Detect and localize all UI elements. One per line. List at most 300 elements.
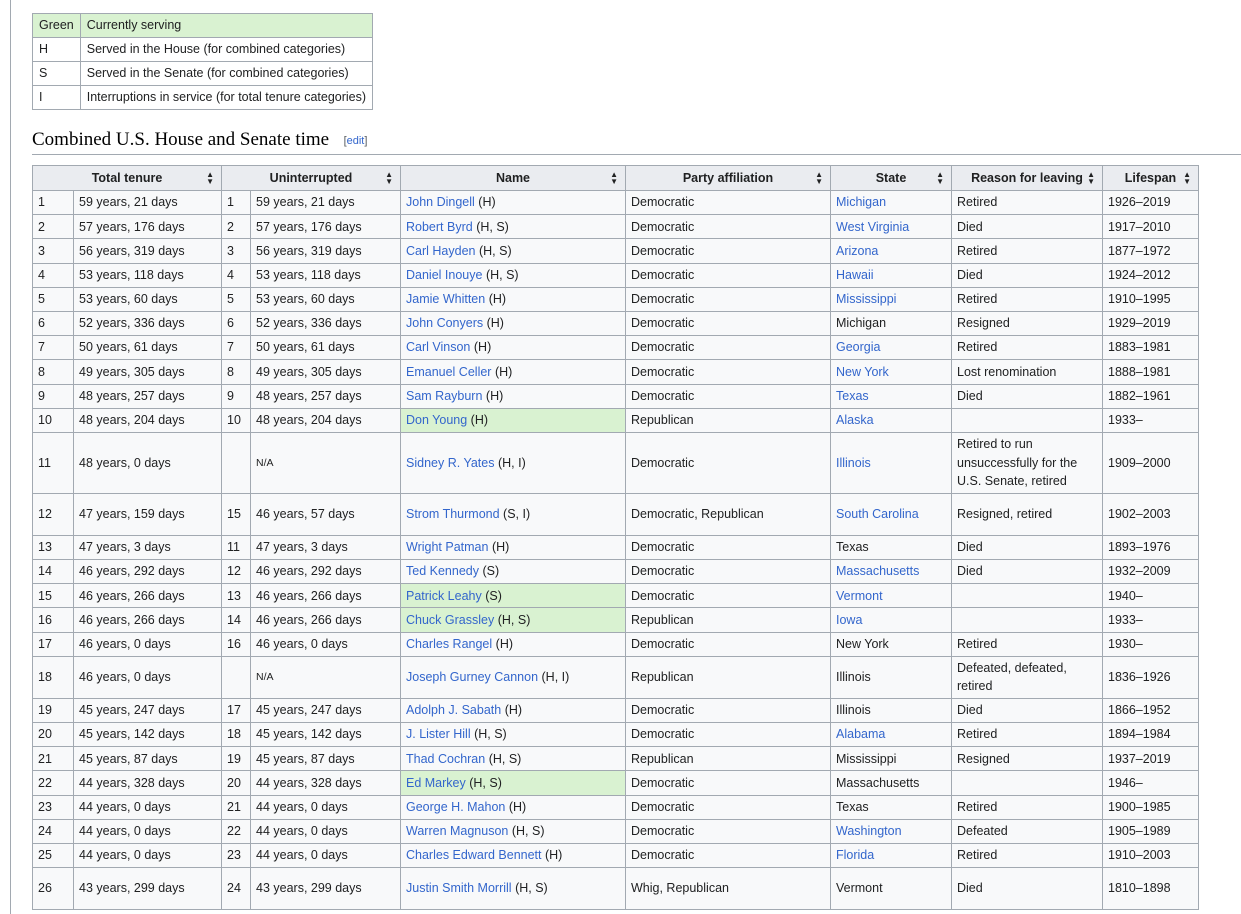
chamber-tag: (S) — [485, 588, 502, 603]
reason-cell: Retired — [952, 191, 1103, 215]
sort-icon[interactable]: ▲ ▼ — [815, 170, 823, 186]
total-tenure-cell: 44 years, 328 days — [74, 771, 222, 795]
lifespan-cell: 1888–1981 — [1103, 360, 1199, 384]
rank-cell: 23 — [33, 795, 74, 819]
legend-row — [33, 62, 373, 86]
party-cell: Democratic, Republican — [626, 493, 831, 535]
uninterrupted-cell: N/A — [251, 432, 401, 493]
legend-description: Served in the Senate (for combined categories) — [80, 62, 372, 86]
lifespan-cell: 1910–1995 — [1103, 287, 1199, 311]
member-link[interactable]: John Conyers — [406, 316, 484, 331]
lifespan-cell: 1905–1989 — [1103, 819, 1199, 843]
uninterrupted-cell: 59 years, 21 days — [251, 191, 401, 215]
name-cell — [401, 493, 626, 535]
chamber-tag: (H, S) — [476, 219, 509, 234]
column-header-label: Reason for leaving — [971, 171, 1083, 185]
uninterrupted-rank-cell: 9 — [222, 384, 251, 408]
state-text: Texas — [836, 799, 869, 814]
reason-cell: Defeated, defeated, retired — [952, 656, 1103, 698]
state-link[interactable]: Washington — [836, 824, 902, 839]
member-link[interactable]: Ted Kennedy — [406, 564, 479, 579]
sort-icon[interactable]: ▲ ▼ — [610, 170, 618, 186]
name-cell — [401, 239, 626, 263]
party-cell: Republican — [626, 608, 831, 632]
reason-cell: Retired — [952, 843, 1103, 867]
reason-cell: Died — [952, 868, 1103, 910]
rank-cell: 26 — [33, 868, 74, 910]
total-tenure-cell: 46 years, 266 days — [74, 584, 222, 608]
table-row — [33, 747, 1199, 771]
reason-cell: Defeated — [952, 819, 1103, 843]
state-link[interactable]: Vermont — [836, 588, 883, 603]
uninterrupted-rank-cell: 20 — [222, 771, 251, 795]
total-tenure-cell: 50 years, 61 days — [74, 336, 222, 360]
lifespan-cell: 1946– — [1103, 771, 1199, 795]
chamber-tag: (H) — [486, 316, 504, 331]
uninterrupted-rank-cell: 21 — [222, 795, 251, 819]
uninterrupted-cell: 53 years, 60 days — [251, 287, 401, 311]
state-text: Vermont — [836, 881, 883, 896]
rank-cell: 17 — [33, 632, 74, 656]
legend-key: H — [33, 38, 81, 62]
legend-row — [33, 14, 373, 38]
lifespan-cell: 1926–2019 — [1103, 191, 1199, 215]
state-link[interactable]: West Virginia — [836, 219, 910, 234]
state-link[interactable]: Massachusetts — [836, 564, 920, 579]
member-link[interactable]: Sidney R. Yates — [406, 455, 495, 470]
lifespan-cell: 1894–1984 — [1103, 723, 1199, 747]
rank-cell: 18 — [33, 656, 74, 698]
rank-cell: 4 — [33, 263, 74, 287]
table-row — [33, 287, 1199, 311]
table-row — [33, 384, 1199, 408]
chamber-tag: (H) — [473, 340, 492, 355]
chamber-tag: (H, I) — [541, 670, 570, 685]
uninterrupted-rank-cell: 14 — [222, 608, 251, 632]
sort-icon[interactable]: ▲ ▼ — [1087, 170, 1095, 186]
name-cell — [401, 215, 626, 239]
reason-cell: Died — [952, 535, 1103, 559]
table-row — [33, 263, 1199, 287]
rank-cell: 20 — [33, 723, 74, 747]
total-tenure-cell: 46 years, 292 days — [74, 560, 222, 584]
chamber-tag: (H, S) — [469, 775, 502, 790]
column-header-label: Total tenure — [91, 171, 163, 185]
member-link[interactable]: Carl Vinson — [406, 340, 471, 355]
name-cell — [401, 191, 626, 215]
total-tenure-cell: 53 years, 118 days — [74, 263, 222, 287]
column-header-lifespan[interactable] — [1103, 166, 1199, 191]
uninterrupted-cell: N/A — [251, 656, 401, 698]
state-cell — [831, 384, 952, 408]
uninterrupted-rank-cell: 8 — [222, 360, 251, 384]
party-cell: Whig, Republican — [626, 868, 831, 910]
rank-cell: 6 — [33, 311, 74, 335]
total-tenure-cell: 56 years, 319 days — [74, 239, 222, 263]
sort-icon[interactable]: ▲ ▼ — [936, 170, 944, 186]
party-cell: Democratic — [626, 215, 831, 239]
state-cell — [831, 584, 952, 608]
section-heading — [32, 126, 1241, 155]
total-tenure-cell: 46 years, 266 days — [74, 608, 222, 632]
table-row — [33, 771, 1199, 795]
state-link[interactable]: Hawaii — [836, 267, 874, 282]
uninterrupted-rank-cell: 11 — [222, 535, 251, 559]
uninterrupted-cell: 49 years, 305 days — [251, 360, 401, 384]
total-tenure-cell: 45 years, 142 days — [74, 723, 222, 747]
member-link[interactable]: Adolph J. Sabath — [406, 703, 502, 718]
name-cell — [401, 795, 626, 819]
table-row — [33, 311, 1199, 335]
table-row — [33, 560, 1199, 584]
state-cell — [831, 215, 952, 239]
column-header-uninterrupted[interactable] — [222, 166, 401, 191]
total-tenure-cell: 45 years, 247 days — [74, 698, 222, 722]
state-cell — [831, 843, 952, 867]
reason-cell: Died — [952, 384, 1103, 408]
state-cell — [831, 632, 952, 656]
state-text: Michigan — [836, 316, 887, 331]
chamber-tag: (H) — [544, 848, 563, 863]
uninterrupted-rank-cell: 2 — [222, 215, 251, 239]
state-cell — [831, 432, 952, 493]
total-tenure-cell: 47 years, 159 days — [74, 493, 222, 535]
reason-cell: Died — [952, 215, 1103, 239]
chamber-tag: (H, S) — [478, 243, 512, 258]
state-cell — [831, 336, 952, 360]
member-link[interactable]: Emanuel Celler — [406, 364, 492, 379]
reason-cell: Resigned — [952, 747, 1103, 771]
uninterrupted-rank-cell: 3 — [222, 239, 251, 263]
total-tenure-cell: 43 years, 299 days — [74, 868, 222, 910]
chamber-tag: (H, S) — [474, 727, 507, 742]
name-cell — [401, 723, 626, 747]
state-cell — [831, 493, 952, 535]
uninterrupted-cell: 46 years, 266 days — [251, 584, 401, 608]
total-tenure-cell: 48 years, 0 days — [74, 432, 222, 493]
member-link[interactable]: J. Lister Hill — [406, 727, 471, 742]
lifespan-cell: 1930– — [1103, 632, 1199, 656]
name-cell — [401, 747, 626, 771]
party-cell: Democratic — [626, 287, 831, 311]
name-cell — [401, 771, 626, 795]
member-link[interactable]: John Dingell — [406, 195, 475, 210]
state-cell — [831, 560, 952, 584]
lifespan-cell: 1929–2019 — [1103, 311, 1199, 335]
member-link[interactable]: Daniel Inouye — [406, 267, 483, 282]
member-link[interactable]: Don Young — [406, 413, 468, 428]
table-row — [33, 795, 1199, 819]
member-link[interactable]: Sam Rayburn — [406, 388, 483, 403]
uninterrupted-cell: 52 years, 336 days — [251, 311, 401, 335]
lifespan-cell: 1902–2003 — [1103, 493, 1199, 535]
total-tenure-cell: 59 years, 21 days — [74, 191, 222, 215]
uninterrupted-rank-cell: 18 — [222, 723, 251, 747]
member-link[interactable]: Robert Byrd — [406, 219, 473, 234]
reason-cell: Retired — [952, 287, 1103, 311]
column-header-label: Name — [495, 171, 531, 185]
uninterrupted-rank-cell: 12 — [222, 560, 251, 584]
uninterrupted-cell: 50 years, 61 days — [251, 336, 401, 360]
state-link[interactable]: Georgia — [836, 340, 881, 355]
party-cell: Democratic — [626, 239, 831, 263]
state-cell — [831, 819, 952, 843]
member-link[interactable]: Carl Hayden — [406, 243, 476, 258]
member-link[interactable]: Charles Edward Bennett — [406, 848, 542, 863]
member-link[interactable]: George H. Mahon — [406, 799, 506, 814]
reason-cell: Retired — [952, 336, 1103, 360]
table-row — [33, 215, 1199, 239]
column-header-label: Lifespan — [1124, 171, 1177, 185]
state-text: New York — [836, 636, 889, 651]
rank-cell: 22 — [33, 771, 74, 795]
name-cell — [401, 868, 626, 910]
chamber-tag: (S) — [482, 564, 500, 579]
party-cell: Democratic — [626, 191, 831, 215]
column-header-reason-for-leaving[interactable] — [952, 166, 1103, 191]
party-cell: Democratic — [626, 819, 831, 843]
uninterrupted-cell: 46 years, 266 days — [251, 608, 401, 632]
uninterrupted-cell: 45 years, 247 days — [251, 698, 401, 722]
rank-cell: 11 — [33, 432, 74, 493]
state-cell — [831, 311, 952, 335]
lifespan-cell: 1836–1926 — [1103, 656, 1199, 698]
uninterrupted-rank-cell: 15 — [222, 493, 251, 535]
name-cell — [401, 698, 626, 722]
uninterrupted-rank-cell: 7 — [222, 336, 251, 360]
state-text: Illinois — [836, 670, 871, 685]
reason-cell: Retired — [952, 795, 1103, 819]
column-header-label: Party affiliation — [682, 171, 774, 185]
party-cell: Democratic — [626, 698, 831, 722]
edit-link[interactable]: edit — [346, 135, 365, 147]
state-link[interactable]: Florida — [836, 848, 875, 863]
state-cell — [831, 287, 952, 311]
party-cell: Republican — [626, 747, 831, 771]
total-tenure-cell: 49 years, 305 days — [74, 360, 222, 384]
chamber-tag: (H) — [494, 364, 513, 379]
state-cell — [831, 408, 952, 432]
table-row — [33, 584, 1199, 608]
uninterrupted-cell: 47 years, 3 days — [251, 535, 401, 559]
chamber-tag: (H, S) — [488, 751, 522, 766]
column-header-name[interactable] — [401, 166, 626, 191]
total-tenure-cell: 52 years, 336 days — [74, 311, 222, 335]
member-link[interactable]: Patrick Leahy — [406, 588, 482, 603]
state-cell — [831, 868, 952, 910]
chamber-tag: (H) — [508, 799, 527, 814]
member-link[interactable]: Charles Rangel — [406, 636, 493, 651]
party-cell: Democratic — [626, 632, 831, 656]
party-cell: Democratic — [626, 843, 831, 867]
state-link[interactable]: South Carolina — [836, 507, 919, 522]
uninterrupted-cell: 45 years, 142 days — [251, 723, 401, 747]
member-link[interactable]: Warren Magnuson — [406, 824, 509, 839]
chamber-tag: (H) — [491, 540, 510, 555]
state-text: Texas — [836, 540, 869, 555]
legend-description: Currently serving — [80, 14, 372, 38]
reason-cell — [952, 408, 1103, 432]
column-header-state[interactable] — [831, 166, 952, 191]
lifespan-cell: 1909–2000 — [1103, 432, 1199, 493]
rank-cell: 16 — [33, 608, 74, 632]
total-tenure-cell: 47 years, 3 days — [74, 535, 222, 559]
section-title: Combined U.S. House and Senate time — [32, 129, 330, 150]
member-link[interactable]: Jamie Whitten — [406, 292, 486, 307]
state-link[interactable]: Iowa — [836, 612, 863, 627]
reason-cell: Resigned, retired — [952, 493, 1103, 535]
lifespan-cell: 1910–2003 — [1103, 843, 1199, 867]
uninterrupted-rank-cell — [222, 432, 251, 493]
uninterrupted-rank-cell: 22 — [222, 819, 251, 843]
uninterrupted-rank-cell — [222, 656, 251, 698]
rank-cell: 3 — [33, 239, 74, 263]
column-header-party-affiliation[interactable] — [626, 166, 831, 191]
chamber-tag: (H) — [504, 703, 523, 718]
lifespan-cell: 1933– — [1103, 608, 1199, 632]
uninterrupted-cell: 48 years, 204 days — [251, 408, 401, 432]
party-cell: Democratic — [626, 560, 831, 584]
table-row — [33, 535, 1199, 559]
member-link[interactable]: Chuck Grassley — [406, 612, 495, 627]
state-link[interactable]: Alabama — [836, 727, 886, 742]
table-row — [33, 493, 1199, 535]
state-cell — [831, 795, 952, 819]
uninterrupted-cell: 48 years, 257 days — [251, 384, 401, 408]
uninterrupted-cell: 43 years, 299 days — [251, 868, 401, 910]
reason-cell — [952, 608, 1103, 632]
state-text: Illinois — [836, 703, 871, 718]
state-cell — [831, 263, 952, 287]
column-header-total-tenure[interactable] — [33, 166, 222, 191]
reason-cell: Retired — [952, 239, 1103, 263]
name-cell — [401, 560, 626, 584]
name-cell — [401, 360, 626, 384]
member-link[interactable]: Joseph Gurney Cannon — [406, 670, 539, 685]
uninterrupted-cell: 44 years, 328 days — [251, 771, 401, 795]
rank-cell: 10 — [33, 408, 74, 432]
name-cell — [401, 819, 626, 843]
party-cell: Democratic — [626, 384, 831, 408]
member-link[interactable]: Thad Cochran — [406, 751, 486, 766]
total-tenure-cell: 45 years, 87 days — [74, 747, 222, 771]
uninterrupted-cell: 46 years, 292 days — [251, 560, 401, 584]
state-cell — [831, 656, 952, 698]
chamber-tag: (H) — [495, 636, 514, 651]
member-link[interactable]: Ed Markey — [406, 775, 466, 790]
name-cell — [401, 432, 626, 493]
state-cell — [831, 747, 952, 771]
party-cell: Democratic — [626, 723, 831, 747]
name-cell — [401, 535, 626, 559]
reason-cell: Retired to run unsuccessfully for the U.S. Senate, retired — [952, 432, 1103, 493]
member-link[interactable]: Justin Smith Morrill — [406, 881, 512, 896]
uninterrupted-cell: 44 years, 0 days — [251, 795, 401, 819]
state-cell — [831, 698, 952, 722]
sort-icon[interactable]: ▲ ▼ — [385, 170, 393, 186]
sort-icon[interactable]: ▲ ▼ — [206, 170, 214, 186]
chamber-tag: (S, I) — [503, 507, 531, 522]
state-link[interactable]: New York — [836, 364, 889, 379]
total-tenure-cell: 44 years, 0 days — [74, 843, 222, 867]
rank-cell: 1 — [33, 191, 74, 215]
member-link[interactable]: Strom Thurmond — [406, 507, 500, 522]
rank-cell: 13 — [33, 535, 74, 559]
reason-cell: Resigned — [952, 311, 1103, 335]
lifespan-cell: 1810–1898 — [1103, 868, 1199, 910]
state-cell — [831, 608, 952, 632]
name-cell — [401, 263, 626, 287]
rank-cell: 8 — [33, 360, 74, 384]
state-link[interactable]: Michigan — [836, 195, 887, 210]
uninterrupted-cell: 57 years, 176 days — [251, 215, 401, 239]
legend-key: S — [33, 62, 81, 86]
chamber-tag: (H) — [470, 413, 489, 428]
uninterrupted-rank-cell: 23 — [222, 843, 251, 867]
table-row — [33, 608, 1199, 632]
sort-icon[interactable]: ▲ ▼ — [1183, 170, 1191, 186]
lifespan-cell: 1866–1952 — [1103, 698, 1199, 722]
state-link[interactable]: Illinois — [836, 455, 871, 470]
uninterrupted-rank-cell: 24 — [222, 868, 251, 910]
total-tenure-cell: 46 years, 0 days — [74, 656, 222, 698]
state-link[interactable]: Texas — [836, 388, 869, 403]
party-cell: Democratic — [626, 535, 831, 559]
table-row — [33, 360, 1199, 384]
uninterrupted-cell: 46 years, 0 days — [251, 632, 401, 656]
reason-cell — [952, 771, 1103, 795]
total-tenure-cell: 44 years, 0 days — [74, 819, 222, 843]
table-row — [33, 656, 1199, 698]
legend-description: Served in the House (for combined categories) — [80, 38, 372, 62]
uninterrupted-rank-cell: 1 — [222, 191, 251, 215]
legend-table — [32, 13, 373, 110]
name-cell — [401, 408, 626, 432]
party-cell: Democratic — [626, 432, 831, 493]
uninterrupted-rank-cell: 16 — [222, 632, 251, 656]
rank-cell: 15 — [33, 584, 74, 608]
lifespan-cell: 1900–1985 — [1103, 795, 1199, 819]
chamber-tag: (H) — [478, 195, 496, 210]
rank-cell: 12 — [33, 493, 74, 535]
party-cell: Democratic — [626, 795, 831, 819]
lifespan-cell: 1937–2019 — [1103, 747, 1199, 771]
party-cell: Republican — [626, 408, 831, 432]
party-cell: Democratic — [626, 771, 831, 795]
name-cell — [401, 608, 626, 632]
uninterrupted-rank-cell: 17 — [222, 698, 251, 722]
state-cell — [831, 239, 952, 263]
state-link[interactable]: Mississippi — [836, 292, 897, 307]
member-link[interactable]: Wright Patman — [406, 540, 489, 555]
column-header-label: Uninterrupted — [269, 171, 353, 185]
legend-key: Green — [33, 14, 81, 38]
state-cell — [831, 360, 952, 384]
party-cell: Republican — [626, 656, 831, 698]
uninterrupted-rank-cell: 10 — [222, 408, 251, 432]
uninterrupted-rank-cell: 4 — [222, 263, 251, 287]
uninterrupted-cell: 46 years, 57 days — [251, 493, 401, 535]
chamber-tag: (H, S) — [497, 612, 531, 627]
state-link[interactable]: Alaska — [836, 413, 874, 428]
total-tenure-cell: 53 years, 60 days — [74, 287, 222, 311]
chamber-tag: (H, S) — [515, 881, 548, 896]
state-link[interactable]: Arizona — [836, 243, 879, 258]
rank-cell: 5 — [33, 287, 74, 311]
rank-cell: 7 — [33, 336, 74, 360]
total-tenure-cell: 57 years, 176 days — [74, 215, 222, 239]
lifespan-cell: 1893–1976 — [1103, 535, 1199, 559]
